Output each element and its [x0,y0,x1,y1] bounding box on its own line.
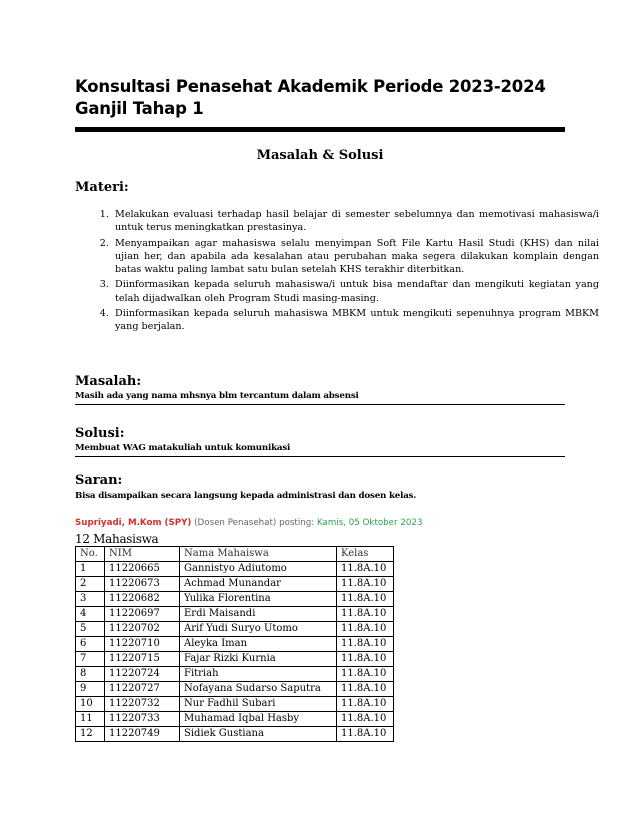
title-divider [75,127,565,132]
cell-nim: 11220749 [105,727,180,742]
table-row [76,682,394,697]
masalah-divider [75,404,565,405]
posting-author: Supriyadi, M.Kom (SPY) [75,518,192,528]
cell-no: 8 [76,667,105,682]
cell-nim: 11220732 [105,697,180,712]
student-count: 12 Mahasiswa [75,532,159,546]
posting-role: (Dosen Penasehat) [194,518,277,528]
table-row [76,592,394,607]
cell-no: 5 [76,622,105,637]
cell-nama: Yulika Florentina [180,592,337,607]
cell-no: 10 [76,697,105,712]
posting-line [75,518,422,528]
cell-kelas: 11.8A.10 [337,562,394,577]
cell-nama: Gannistyo Adiutomo [180,562,337,577]
table-row [76,652,394,667]
solusi-heading: Solusi: [75,426,125,441]
cell-kelas: 11.8A.10 [337,712,394,727]
cell-nim: 11220727 [105,682,180,697]
student-table [75,546,394,742]
solusi-divider [75,456,565,457]
cell-no: 1 [76,562,105,577]
cell-kelas: 11.8A.10 [337,607,394,622]
cell-nama: Fajar Rizki Kurnia [180,652,337,667]
cell-nim: 11220724 [105,667,180,682]
cell-kelas: 11.8A.10 [337,652,394,667]
table-row [76,727,394,742]
saran-heading: Saran: [75,473,123,488]
saran-text: Bisa disampaikan secara langsung kepada administrasi dan dosen kelas. [75,491,417,501]
table-row [76,712,394,727]
materi-list [75,208,599,336]
cell-nama: Aleyka Iman [180,637,337,652]
list-item: 2. Menyampaikan agar mahasiswa selalu menyimpan Soft File Kartu Hasil Studi (KHS) dan nilai ujian her, dan apabila ada kesalahan atau perubahan maka segera dilakukan komplain dengan batas waktu paling lambat satu bulan setelah KHS terakhir diterbitkan. [112,237,599,277]
cell-nim: 11220673 [105,577,180,592]
table-row [76,577,394,592]
cell-kelas: 11.8A.10 [337,682,394,697]
cell-nama: Erdi Maisandi [180,607,337,622]
cell-nama: Nofayana Sudarso Saputra [180,682,337,697]
list-item: 3. Diinformasikan kepada seluruh mahasiswa/i untuk bisa mendaftar dan mengikuti kegiatan yang telah dijadwalkan oleh Program Studi masing-masing. [112,278,599,305]
table-row [76,667,394,682]
cell-kelas: 11.8A.10 [337,577,394,592]
cell-nim: 11220715 [105,652,180,667]
cell-no: 4 [76,607,105,622]
section-subtitle: Masalah & Solusi [256,148,384,163]
table-row [76,622,394,637]
cell-nama: Nur Fadhil Subari [180,697,337,712]
table-row [76,697,394,712]
cell-nama: Achmad Munandar [180,577,337,592]
cell-kelas: 11.8A.10 [337,637,394,652]
header-nim: NIM [105,547,180,562]
cell-nama: Muhamad Iqbal Hasby [180,712,337,727]
cell-nim: 11220733 [105,712,180,727]
cell-nim: 11220697 [105,607,180,622]
list-item: 1. Melakukan evaluasi terhadap hasil belajar di semester sebelumnya dan memotivasi mahasiswa/i untuk terus meningkatkan prestasinya. [112,208,599,235]
page-title: Konsultasi Penasehat Akademik Periode 2023-2024 Ganjil Tahap 1 [75,77,546,118]
cell-no: 7 [76,652,105,667]
cell-nim: 11220702 [105,622,180,637]
cell-nama: Arif Yudi Suryo Utomo [180,622,337,637]
posting-date: Kamis, 05 Oktober 2023 [316,518,423,528]
header-no: No. [76,547,105,562]
header-kelas: Kelas [337,547,394,562]
cell-no: 9 [76,682,105,697]
cell-kelas: 11.8A.10 [337,727,394,742]
cell-no: 6 [76,637,105,652]
cell-nim: 11220710 [105,637,180,652]
solusi-text: Membuat WAG matakuliah untuk komunikasi [75,443,291,453]
posting-label: posting: [279,518,315,528]
cell-no: 11 [76,712,105,727]
list-item: 4. Diinformasikan kepada seluruh mahasiswa MBKM untuk mengikuti sepenuhnya program MBKM yang berjalan. [112,307,599,334]
cell-nim: 11220665 [105,562,180,577]
cell-kelas: 11.8A.10 [337,622,394,637]
cell-kelas: 11.8A.10 [337,667,394,682]
cell-no: 12 [76,727,105,742]
masalah-text: Masih ada yang nama mhsnya blm tercantum dalam absensi [75,391,359,401]
header-nama: Nama Mahaiswa [180,547,337,562]
masalah-heading: Masalah: [75,374,142,389]
cell-nama: Fitriah [180,667,337,682]
cell-nim: 11220682 [105,592,180,607]
table-row [76,607,394,622]
cell-no: 3 [76,592,105,607]
materi-heading: Materi: [75,180,129,195]
table-row [76,562,394,577]
cell-kelas: 11.8A.10 [337,592,394,607]
cell-kelas: 11.8A.10 [337,697,394,712]
cell-nama: Sidiek Gustiana [180,727,337,742]
table-row [76,637,394,652]
table-header-row [76,547,394,562]
cell-no: 2 [76,577,105,592]
